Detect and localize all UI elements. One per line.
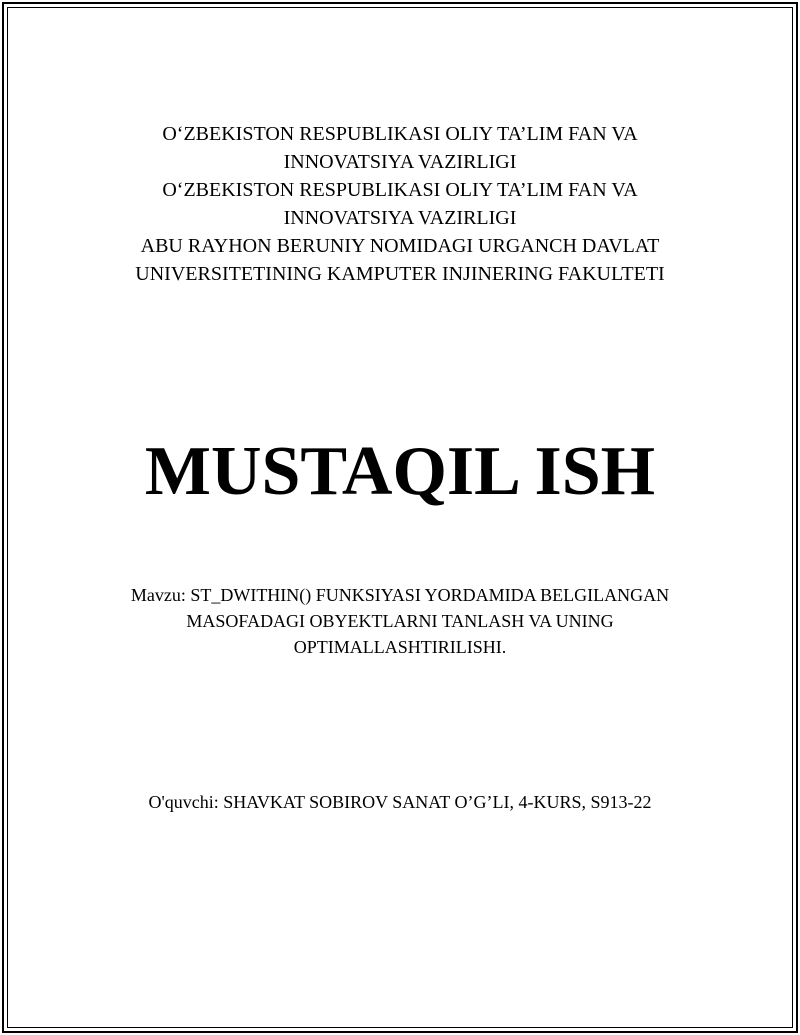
topic-block bbox=[60, 582, 740, 660]
header-line: O‘ZBEKISTON RESPUBLIKASI OLIY TA’LIM FAN VA bbox=[162, 123, 638, 145]
header-line: INNOVATSIYA VAZIRLIGI bbox=[283, 151, 517, 173]
student-info: O'quvchi: SHAVKAT SOBIROV SANAT O’G’LI, 4-KURS, S913-22 bbox=[148, 792, 652, 812]
header-line: UNIVERSITETINING KAMPUTER INJINERING FAKULTETI bbox=[135, 263, 665, 285]
header-line: INNOVATSIYA VAZIRLIGI bbox=[283, 207, 517, 229]
document-title: MUSTAQIL ISH bbox=[144, 433, 656, 510]
header-line: O‘ZBEKISTON RESPUBLIKASI OLIY TA’LIM FAN VA bbox=[162, 179, 638, 201]
header-line: ABU RAYHON BERUNIY NOMIDAGI URGANCH DAVLAT bbox=[140, 235, 660, 257]
topic-line: MASOFADAGI OBYEKTLARNI TANLASH VA UNING bbox=[186, 611, 614, 631]
institution-header bbox=[60, 120, 740, 288]
topic-line: OPTIMALLASHTIRILISHI. bbox=[293, 637, 507, 657]
topic-line: Mavzu: ST_DWITHIN() FUNKSIYASI YORDAMIDA BELGILANGAN bbox=[130, 585, 670, 605]
